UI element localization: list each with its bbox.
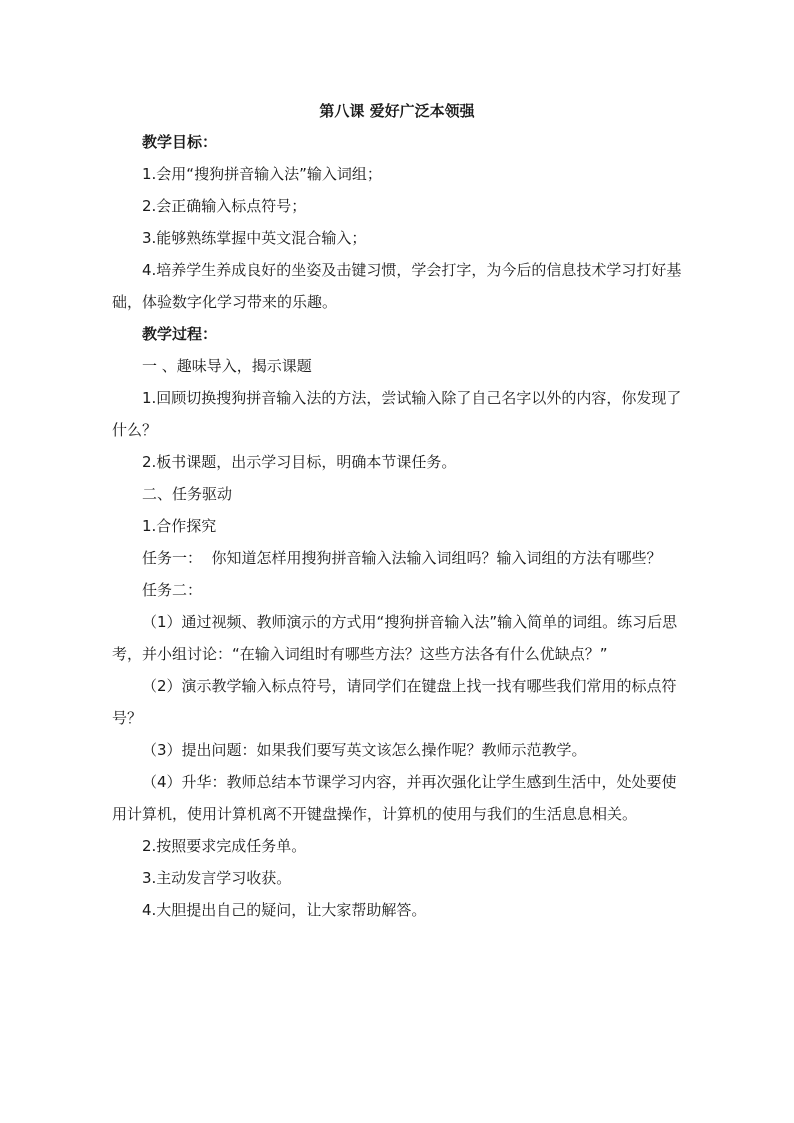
closing-item-3: 3.主动发言学习收获。: [142, 869, 292, 887]
task2-item-2: （2）演示教学输入标点符号，请同学们在键盘上找一找有哪些我们常用的标点符号？: [112, 677, 677, 727]
goal-item-4: 4.培养学生养成良好的坐姿及击键习惯，学会打字，为今后的信息技术学习打好基础，体验数字化学习带来的乐趣。: [112, 261, 682, 311]
closing-item-2: 2.按照要求完成任务单。: [142, 837, 307, 855]
closing-item-4: 4.大胆提出自己的疑问，让大家帮助解答。: [142, 901, 427, 919]
task2-heading: 任务二：: [142, 581, 203, 599]
section2-heading: 二、任务驱动: [142, 485, 233, 503]
task2-item-1: （1）通过视频、教师演示的方式用“搜狗拼音输入法”输入简单的词组。练习后思考，并小组讨论：“在输入词组时有哪些方法？这些方法各有什么优缺点？”: [112, 613, 678, 663]
task2-item-4: （4）升华：教师总结本节课学习内容，并再次强化让学生感到生活中，处处要使用计算机，使用计算机离不开键盘操作，计算机的使用与我们的生活息息相关。: [112, 773, 677, 823]
goal-item-3: 3.能够熟练掌握中英文混合输入；: [142, 229, 367, 247]
section1-heading: 一 、趣味导入，揭示课题: [142, 357, 312, 375]
goals-heading: 教学目标：: [142, 133, 218, 151]
document-page: [112, 96, 682, 926]
goal-item-2: 2.会正确输入标点符号；: [142, 197, 307, 215]
goal-item-1: 1.会用“搜狗拼音输入法”输入词组；: [142, 165, 382, 183]
document-title: 第八课 爱好广泛本领强: [319, 102, 475, 120]
section1-item-2: 2.板书课题，出示学习目标，明确本节课任务。: [142, 453, 457, 471]
task1-text: 任务一： 你知道怎样用搜狗拼音输入法输入词组吗？输入词组的方法有哪些？: [142, 549, 662, 567]
coop-heading: 1.合作探究: [142, 517, 217, 535]
section1-item-1: 1.回顾切换搜狗拼音输入法的方法，尝试输入除了自己名字以外的内容，你发现了什么？: [112, 389, 682, 439]
task2-item-3: （3）提出问题：如果我们要写英文该怎么操作呢？教师示范教学。: [142, 741, 587, 759]
process-heading: 教学过程：: [142, 325, 218, 343]
